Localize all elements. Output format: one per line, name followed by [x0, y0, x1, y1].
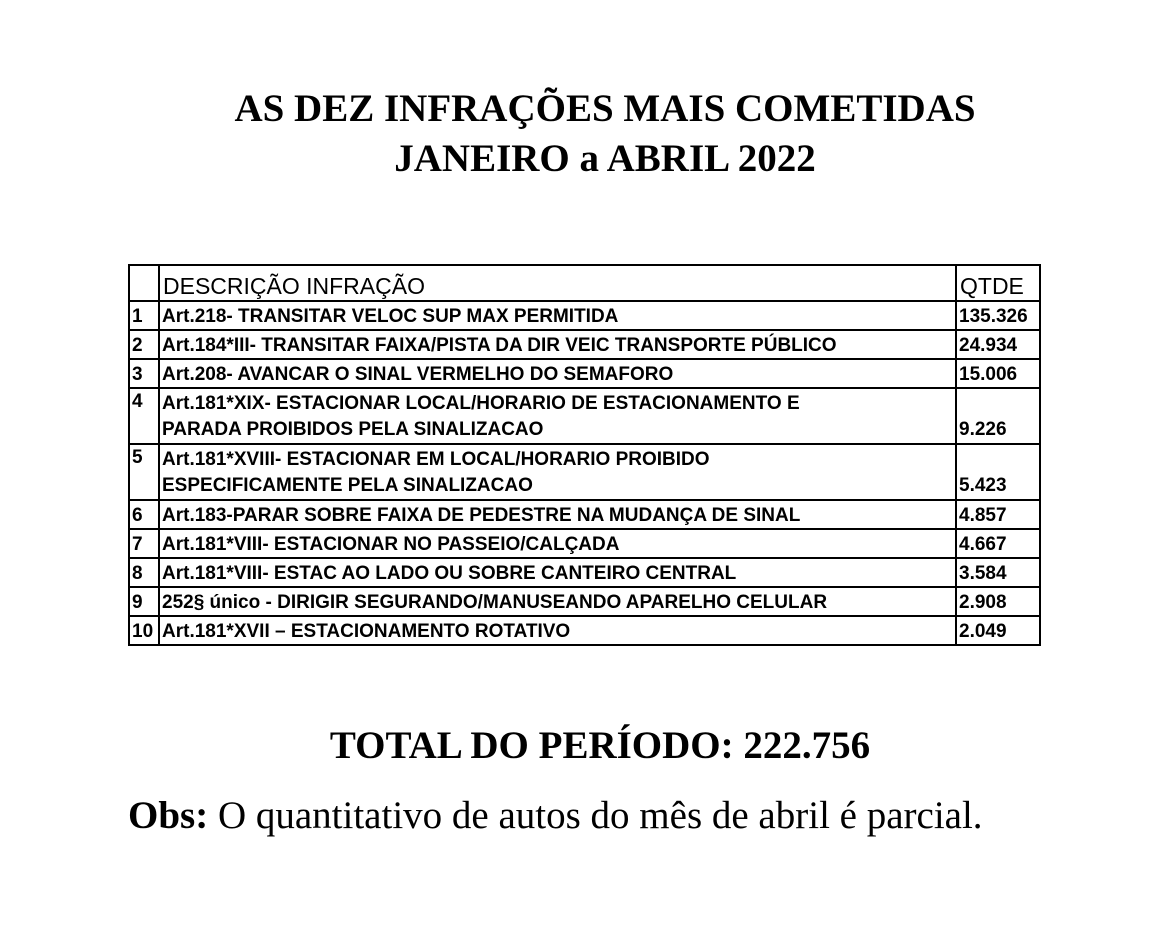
- row-description: Art.181*XVII – ESTACIONAMENTO ROTATIVO: [159, 616, 956, 645]
- row-num: 6: [129, 500, 159, 529]
- row-description: Art.181*VIII- ESTACIONAR NO PASSEIO/CALÇADA: [159, 529, 956, 558]
- row-description: [159, 388, 956, 444]
- total-value: 222.756: [743, 724, 871, 767]
- row-num: 8: [129, 558, 159, 587]
- row-quantity: 15.006: [956, 359, 1040, 388]
- row-quantity: 3.584: [956, 558, 1040, 587]
- document-period: JANEIRO a ABRIL 2022: [394, 137, 816, 180]
- observation-note: [128, 790, 983, 842]
- row-description: [159, 444, 956, 500]
- row-quantity: 5.423: [956, 444, 1040, 500]
- header-quantity: QTDE: [956, 265, 1040, 301]
- table-row: [129, 558, 1040, 587]
- row-num: 3: [129, 359, 159, 388]
- table-row: [129, 529, 1040, 558]
- row-num: 2: [129, 330, 159, 359]
- table-row: [129, 359, 1040, 388]
- row-description-line1: Art.181*XIX- ESTACIONAR LOCAL/HORARIO DE ESTACIONAMENTO E: [162, 393, 800, 414]
- row-description: Art.184*III- TRANSITAR FAIXA/PISTA DA DIR VEIC TRANSPORTE PÚBLICO: [159, 330, 956, 359]
- row-num: 10: [129, 616, 159, 645]
- table-row: [129, 444, 1040, 500]
- total-label: TOTAL DO PERÍODO:: [329, 724, 734, 767]
- row-description-line1: Art.181*XVIII- ESTACIONAR EM LOCAL/HORARIO PROIBIDO: [162, 449, 710, 470]
- row-quantity: 24.934: [956, 330, 1040, 359]
- row-quantity: 2.908: [956, 587, 1040, 616]
- header-num: [129, 265, 159, 301]
- row-description: Art.181*VIII- ESTAC AO LADO OU SOBRE CANTEIRO CENTRAL: [159, 558, 956, 587]
- row-description: Art.218- TRANSITAR VELOC SUP MAX PERMITIDA: [159, 301, 956, 330]
- row-quantity: 4.667: [956, 529, 1040, 558]
- row-num: 5: [129, 444, 159, 500]
- row-description: 252§ único - DIRIGIR SEGURANDO/MANUSEANDO APARELHO CELULAR: [159, 587, 956, 616]
- row-quantity: 2.049: [956, 616, 1040, 645]
- period-total: [0, 722, 1170, 770]
- table-header-row: [129, 265, 1040, 301]
- table-row: [129, 500, 1040, 529]
- row-num: 9: [129, 587, 159, 616]
- row-quantity: 4.857: [956, 500, 1040, 529]
- obs-text: O quantitativo de autos do mês de abril é parcial.: [217, 794, 983, 837]
- row-num: 7: [129, 529, 159, 558]
- row-num: 4: [129, 388, 159, 444]
- row-description-line2: PARADA PROIBIDOS PELA SINALIZACAO: [162, 419, 544, 440]
- row-quantity: 9.226: [956, 388, 1040, 444]
- row-num: 1: [129, 301, 159, 330]
- header-description: DESCRIÇÃO INFRAÇÃO: [159, 265, 956, 301]
- table-row: [129, 330, 1040, 359]
- row-quantity: 135.326: [956, 301, 1040, 330]
- table-row: [129, 587, 1040, 616]
- table-row: [129, 388, 1040, 444]
- row-description: Art.208- AVANCAR O SINAL VERMELHO DO SEMAFORO: [159, 359, 956, 388]
- table-row: [129, 616, 1040, 645]
- document-title: AS DEZ INFRAÇÕES MAIS COMETIDAS: [234, 87, 976, 130]
- row-description-line2: ESPECIFICAMENTE PELA SINALIZACAO: [162, 475, 533, 496]
- infractions-table: [128, 264, 1041, 646]
- obs-label: Obs:: [128, 794, 209, 837]
- row-description: Art.183-PARAR SOBRE FAIXA DE PEDESTRE NA MUDANÇA DE SINAL: [159, 500, 956, 529]
- table-row: [129, 301, 1040, 330]
